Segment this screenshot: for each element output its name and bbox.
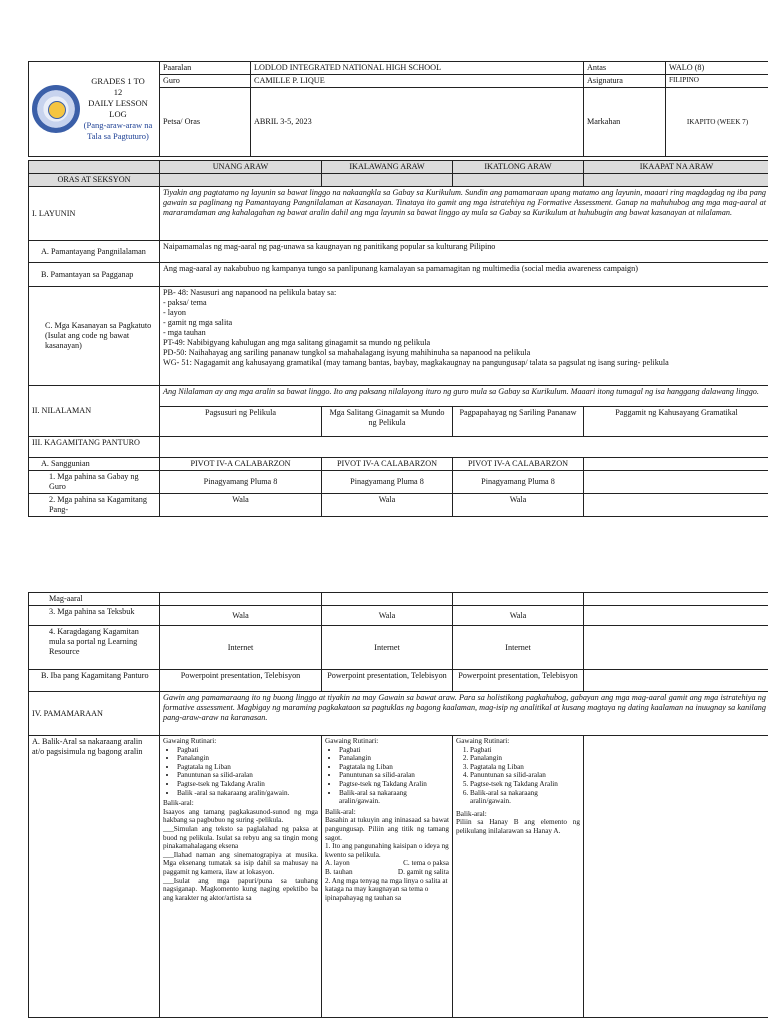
sanggunian-day-3: PIVOT IV-A CALABARZON (453, 458, 584, 471)
kasanayan-line: PB- 48: Nasusuri ang napanood na pelikula batay sa: (163, 288, 337, 297)
antas-value: WALO (8) (666, 62, 768, 75)
balik-text: Piliin sa Hanay B ang elemento ng pelikulang inilalarawan sa Hanay A. (456, 818, 580, 835)
karagdagang-day-1: Internet (160, 626, 322, 670)
dll-subtitle: (Pang-araw-araw na Tala sa Pagtuturo) (83, 120, 153, 141)
balik-aral-day-2 (322, 736, 453, 1018)
kagamitang-day-3: Wala (453, 494, 584, 517)
dll-page-1 (28, 61, 768, 517)
teksbuk-label: 3. Mga pahina sa Teksbuk (29, 606, 160, 626)
pamantayan-pagganap-label: B. Pamantayan sa Pagganap (29, 263, 160, 287)
kagamitang-label: III. KAGAMITANG PANTURO (29, 437, 160, 458)
list-item: • Panuntunan sa silid-aralan (339, 771, 449, 780)
gabay-day-3: Pinagyamang Pluma 8 (453, 471, 584, 494)
dll-table-bottom (28, 592, 768, 1018)
sanggunian-day-1: PIVOT IV-A CALABARZON (160, 458, 322, 471)
balik-text: Isaayos ang tamang pagkakasunod-sunod ng mga hakbang sa pagbubuo ng suring -pelikula. (163, 807, 318, 825)
kagamitang-pages-label: 2. Mga pahina sa Kagamitang Pang- (29, 494, 160, 517)
karagdagang-day-3: Internet (453, 626, 584, 670)
list-item: • Panuntunan sa silid-aralan (177, 771, 318, 780)
balik-label: Balik-aral: (325, 807, 356, 816)
layunin-text: Tiyakin ang pagtatamo ng layunin sa bawat linggo na nakaangkla sa Gabay sa Kurikulum. Sundin ang pamamaraan upang matamo ang layunin, maaari ring magdagdag ng iba pang gawain sa paglinang ng Pamantayang Pangnilalaman at Kasanayan. Tinataya ito gamit ang mga istratehiya ng Formative Assessment. Ganap na mahuhubog ang mga mag-aaral at mararamdaman ang kahalagahan ng bawat aralin dahil ang mga layunin sa bawat linggo ay mula sa Gabay sa Kurikulum at huhubugin ang bawat kasanayan at nilalaman. (160, 187, 768, 241)
gabay-day-2: Pinagyamang Pluma 8 (322, 471, 453, 494)
list-item: • Pagbati (339, 746, 449, 755)
iba-label: B. Iba pang Kagamitang Panturo (29, 670, 160, 692)
balik-text: Basahin at tukuyin ang ininasaad sa bawat pangungusap. Piliin ang titik ng tamang sagot. (325, 816, 449, 842)
list-item: • Panalangin (177, 754, 318, 763)
paaralan-value: LODLOD INTEGRATED NATIONAL HIGH SCHOOL (251, 62, 584, 75)
balik-aral-day-3 (453, 736, 584, 1018)
day-4-header: IKAAPAT NA ARAW (584, 161, 768, 174)
layunin-label: I. LAYUNIN (29, 187, 160, 241)
sanggunian-day-2: PIVOT IV-A CALABARZON (322, 458, 453, 471)
day-2-header: IKALAWANG ARAW (322, 161, 453, 174)
dll-title-line-4: LOG (109, 109, 127, 119)
list-item: • Pagtse-tsek ng Takdang Aralin (339, 780, 449, 789)
guro-value: CAMILLE P. LIQUE (251, 75, 584, 88)
nilalaman-day-1: Pagsusuri ng Pelikula (160, 407, 322, 437)
deped-seal-icon (32, 85, 80, 133)
list-item: 4. Panuntunan sa silid-aralan (470, 771, 580, 780)
balik-aral-day-1 (160, 736, 322, 1018)
pamantayang-nilalaman-text: Naipamamalas ng mag-aaral ng pag-unawa sa kaugnayan ng panitikang popular sa kulturang Pilipino (160, 241, 768, 263)
paaralan-label: Paaralan (160, 62, 251, 75)
iba-day-1: Powerpoint presentation, Telebisyon (160, 670, 322, 692)
petsa-value: ABRIL 3-5, 2023 (251, 88, 584, 157)
pamantayang-nilalaman-label: A. Pamantayang Pangnilalaman (29, 241, 160, 263)
teksbuk-day-1: Wala (160, 606, 322, 626)
pamamaraan-text: Gawin ang pamamaraang ito ng buong linggo at tiyakin na may Gawain sa bawat araw. Para sa holistikong pagkahubog, gabayan ang mga mag-aaral gamit ang mga istratehiya ng formative assessment. Magbigay ng maraming pagkakataon sa pagtuklas ng bagong kaalaman, mag-isip ng analitikal at kusang magtaya ng dating kaalaman na inuugnay sa kanilang pang-araw-araw na karanasan. (160, 692, 768, 736)
balik-aral-label: A. Balik-Aral sa nakaraang aralin at/o pagsisimula ng bagong aralin (29, 736, 160, 1018)
gawain-label: Gawaing Rutinari: (325, 737, 379, 745)
kasanayan-line: - gamit ng mga salita (163, 318, 233, 327)
kasanayan-line: - paksa/ tema (163, 298, 207, 307)
karagdagang-day-2: Internet (322, 626, 453, 670)
list-item: • Balik-aral sa nakaraang aralin/gawain. (339, 789, 449, 806)
nilalaman-day-3: Pagpapahayag ng Sariling Pananaw (453, 407, 584, 437)
list-item: 5. Pagtse-tsek ng Takdang Aralin (470, 780, 580, 789)
list-item: • Pagbati (177, 746, 318, 755)
balik-text: ___Simulan ang teksto sa paglalahad ng paksa at buod ng pelikula. Isulat sa rebyu ang sa tingin mong pinakamahalagang eksena (163, 824, 318, 851)
dll-page-2 (28, 592, 768, 1018)
list-item: • Pagtatala ng Liban (177, 763, 318, 772)
iba-day-3: Powerpoint presentation, Telebisyon (453, 670, 584, 692)
teksbuk-day-2: Wala (322, 606, 453, 626)
kasanayan-label: C. Mga Kasanayan sa Pagkatuto (Isulat ang code ng bawat kasanayan) (29, 287, 160, 386)
sanggunian-label: A. Sanggunian (29, 458, 160, 471)
rutinari-list-day-3 (456, 746, 580, 806)
list-item: • Panalangin (339, 754, 449, 763)
asignatura-value: FILIPINO (666, 75, 768, 88)
kagamitang-pages-label-cont: Mag-aaral (29, 593, 160, 606)
dll-header-cell (29, 62, 160, 157)
nilalaman-day-2: Mga Salitang Ginagamit sa Mundo ng Pelikula (322, 407, 453, 437)
teksbuk-day-3: Wala (453, 606, 584, 626)
list-item: 6. Balik-aral sa nakaraang aralin/gawain. (470, 789, 580, 806)
list-item: 2. Panalangin (470, 754, 580, 763)
dll-title-line-2: 12 (113, 87, 123, 97)
guro-label: Guro (160, 75, 251, 88)
choice-c: C. tema o paksa (403, 859, 449, 868)
nilalaman-day-4: Paggamit ng Kahusayang Gramatikal (584, 407, 768, 437)
list-item: 3. Pagtatala ng Liban (470, 763, 580, 772)
kasanayan-line: PD-50: Naihahayag ang sariling pananaw tungkol sa mahahalagang isyung mahihinuha sa napanood na pelikula (163, 348, 531, 357)
balik-text: ___Isulat ang mga papuri/puna sa tauhang nagsiganap. Magkomento kung naging epektibo ba ang karakter ng aktor/artista sa (163, 876, 318, 902)
dll-table-top (28, 61, 768, 517)
balik-label: Balik-aral: (456, 809, 487, 818)
dll-title-line-3: DAILY LESSON (88, 98, 148, 108)
pamantayan-pagganap-text: Ang mag-aaral ay nakabubuo ng kampanya tungo sa panlipunang kamalayan sa pamamagitan ng multimedia (social media awareness campaign) (160, 263, 768, 287)
gabay-day-1: Pinagyamang Pluma 8 (160, 471, 322, 494)
list-item: • Balik -aral sa nakaraang aralin/gawain. (177, 789, 318, 798)
rutinari-list-day-1 (163, 746, 318, 798)
balik-text: ___Ilahad naman ang sinematograpiya at musika. Mga eksenang tumatak sa isip dahil sa mahusay na paggamit ng kamera, ilaw at lokasyon. (163, 850, 318, 876)
iba-day-2: Powerpoint presentation, Telebisyon (322, 670, 453, 692)
kagamitang-day-2: Wala (322, 494, 453, 517)
balik-text: 1. Ito ang pangunahing kaisipan o ideya ng kwento sa pelikula. (325, 842, 449, 859)
kasanayan-line: WG- 51: Nagagamit ang kahusayang gramatikal (may tamang bantas, baybay, magkakaugnay na pangungusap/ talata sa pagsulat ng isang suring- pelikula (163, 358, 669, 367)
asignatura-label: Asignatura (584, 75, 666, 88)
choice-a: A. layon (325, 859, 350, 868)
balik-label: Balik-aral: (163, 799, 194, 808)
kasanayan-text (160, 287, 768, 386)
markahan-value: IKAPITO (WEEK 7) (666, 88, 768, 157)
kasanayan-line: - mga tauhan (163, 328, 206, 337)
gabay-label: 1. Mga pahina sa Gabay ng Guro (29, 471, 160, 494)
dll-title-line-1: GRADES 1 TO (91, 76, 145, 86)
choice-d: D. gamit ng salita (397, 867, 449, 876)
rutinari-list-day-2 (325, 746, 449, 806)
list-item: • Pagtse-tsek ng Takdang Aralin (177, 780, 318, 789)
markahan-label: Markahan (584, 88, 666, 157)
choice-b: B. tauhan (325, 867, 353, 876)
list-item: • Pagtatala ng Liban (339, 763, 449, 772)
day-1-header: UNANG ARAW (160, 161, 322, 174)
nilalaman-note: Ang Nilalaman ay ang mga aralin sa bawat linggo. Ito ang paksang nilalayong ituro ng guro mula sa Gabay sa Kurikulum. Maaari itong tumagal ng isa hanggang dalawang linggo. (160, 386, 768, 407)
balik-text: 2. Ang mga tenyag na mga linya o salita at kataga na may kaugnayan sa tema o ipinapahayag ng tauhan sa (325, 876, 448, 902)
kasanayan-line: PT-49: Nabibigyang kahulugan ang mga salitang ginagamit sa mundo ng pelikula (163, 338, 431, 347)
list-item: 1. Pagbati (470, 746, 580, 755)
nilalaman-label: II. NILALAMAN (29, 386, 160, 437)
pamamaraan-label: IV. PAMAMARAAN (29, 692, 160, 736)
kasanayan-line: - layon (163, 308, 186, 317)
day-3-header: IKATLONG ARAW (453, 161, 584, 174)
kagamitang-day-1: Wala (160, 494, 322, 517)
petsa-label: Petsa/ Oras (160, 88, 251, 157)
antas-label: Antas (584, 62, 666, 75)
karagdagang-label: 4. Karagdagang Kagamitan mula sa portal ng Learning Resource (29, 626, 160, 670)
gawain-label: Gawaing Rutinari: (456, 737, 510, 745)
oras-label: ORAS AT SEKSYON (29, 174, 160, 187)
gawain-label: Gawaing Rutinari: (163, 737, 217, 745)
